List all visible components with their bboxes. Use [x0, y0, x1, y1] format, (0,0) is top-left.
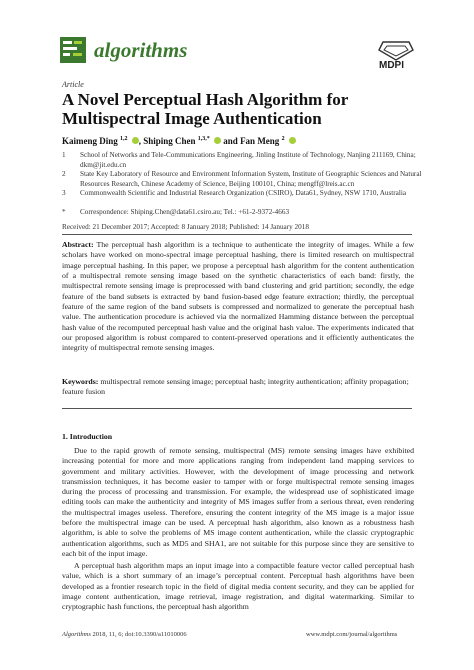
- affiliation-marker: 3: [62, 189, 66, 197]
- keywords: [62, 377, 414, 398]
- author-list: [62, 136, 422, 146]
- affiliation-marker: *: [62, 208, 66, 216]
- correspondence: [62, 208, 422, 218]
- article-type: Article: [62, 80, 84, 89]
- author-name: Shiping Chen: [143, 136, 196, 146]
- divider: [62, 234, 412, 235]
- orcid-icon[interactable]: [214, 137, 221, 144]
- affiliation-marker: 1: [62, 151, 66, 159]
- affiliation-item: [62, 151, 422, 170]
- footer-citation-text: 2018, 11, 6; doi:10.3390/a11010006: [92, 631, 187, 638]
- journal-name: algorithms: [94, 38, 188, 62]
- affiliation-ref: 1,3,*: [197, 136, 210, 142]
- author-name: Fan Meng: [240, 136, 280, 146]
- journal-logo-icon: [60, 37, 86, 63]
- affiliation-marker: 2: [62, 170, 66, 178]
- paper-title: A Novel Perceptual Hash Algorithm for Multispectral Image Authentication: [62, 90, 348, 128]
- publisher-name: MDPI: [379, 60, 404, 71]
- footer-url[interactable]: www.mdpi.com/journal/algorithms: [306, 631, 398, 638]
- affiliation-ref: 1,2: [120, 136, 128, 142]
- keywords-text: multispectral remote sensing image; perceptual hash; integrity authentication; affinity propagation; feature fusion: [62, 377, 409, 397]
- section-heading: 1. Introduction: [62, 432, 113, 441]
- abstract: [62, 240, 414, 354]
- orcid-icon[interactable]: [132, 137, 139, 144]
- affiliation-item: [62, 189, 422, 199]
- affiliation-text: Correspondence: Shiping.Chen@data61.csiro.au; Tel.: +61-2-9372-4663: [80, 208, 290, 216]
- affiliation-item: [62, 170, 422, 189]
- keywords-label: Keywords:: [62, 377, 99, 386]
- divider: [62, 408, 412, 409]
- author-separator: ,: [138, 136, 144, 146]
- body-paragraph: A perceptual hash algorithm maps an input image into a compactible feature vector called perceptual hash value, which is a short summary of an image’s perceptual content. Perceptual hash algorithms have been developed as a frontier research topic in the field of digital media content security, and they can be applied for image content authentication, image retrieval, image registration, and digital watermarking. Similar to cryptographic hash functions, the perceptual hash algorithm: [62, 561, 414, 612]
- author-name: Kaimeng Ding: [62, 136, 118, 146]
- affiliation-text: State Key Laboratory of Resource and Environment Information System, Institute of Geographic Sciences and Natural Resources Research, Chinese Academy of Science, Beijing 100101, China; mengff@lreis.ac.cn: [80, 170, 422, 188]
- author-separator: and: [221, 136, 241, 146]
- footer-journal: Algorithms: [62, 631, 91, 638]
- publication-dates: Received: 21 December 2017; Accepted: 8 January 2018; Published: 14 January 2018: [62, 223, 309, 231]
- body-paragraph: Due to the rapid growth of remote sensing, multispectral (MS) remote sensing images have exhibited increasing potential for more and more applications ranging from independent land mapping services to government and military activities. However, with the development of image processing and network transmission techniques, it has become easier to tamper with or forge multispectral remote sensing images during the process of processing and transmission. For example, the widespread use of sophisticated image editing tools can make the authenticity and integrity of MS images suffer from a serious threat, even rendering the multispectral images useless. Therefore, ensuring the content integrity of the MS image is a major issue before the multispectral image can be used. A perceptual hash algorithm, also known as a robustness hash algorithm, is able to solve the problems of MS image content authentication, while the classic cryptographic authentication algorithms, such as MD5 and SHA1, are not suitable for this purpose since they are sensitive to each bit of the input image.: [62, 446, 414, 558]
- abstract-label: Abstract:: [62, 240, 94, 249]
- orcid-icon[interactable]: [289, 137, 296, 144]
- affiliation-ref: 2: [281, 136, 285, 142]
- abstract-text: The perceptual hash algorithm is a technique to authenticate the integrity of images. While a few scholars have worked on mono-spectral image perceptual hashing, there is limited research on multispectral image perceptual hashing. In this paper, we propose a perceptual hash algorithm for the content authentication of a multispectral remote sensing image based on the synthetic characteristics of each band: firstly, the multispectral remote sensing image is preprocessed with band clustering and grid partition; secondly, the edge feature of the band subsets is extracted by band fusion-based edge feature extraction; thirdly, the perceptual feature of the same region of the band subsets is compressed and normalized to generate the perceptual hash value. The authentication procedure is achieved via the normalized Hamming distance between the perceptual hash value of the recomputed perceptual hash value and the original hash value. The experiments indicated that our proposed algorithm is robust compared to content-preserved operations and it efficiently authenticates the integrity of multispectral remote sensing images.: [62, 240, 414, 353]
- affiliation-text: School of Networks and Tele-Communications Engineering, Jinling Institute of Technology, Nanjing 211169, China; dkm@jit.edu.cn: [80, 151, 416, 169]
- footer-citation: [62, 631, 187, 638]
- affiliation-text: Commonwealth Scientific and Industrial Research Organization (CSIRO), Data61, Sydney, NSW 1710, Australia: [80, 189, 407, 197]
